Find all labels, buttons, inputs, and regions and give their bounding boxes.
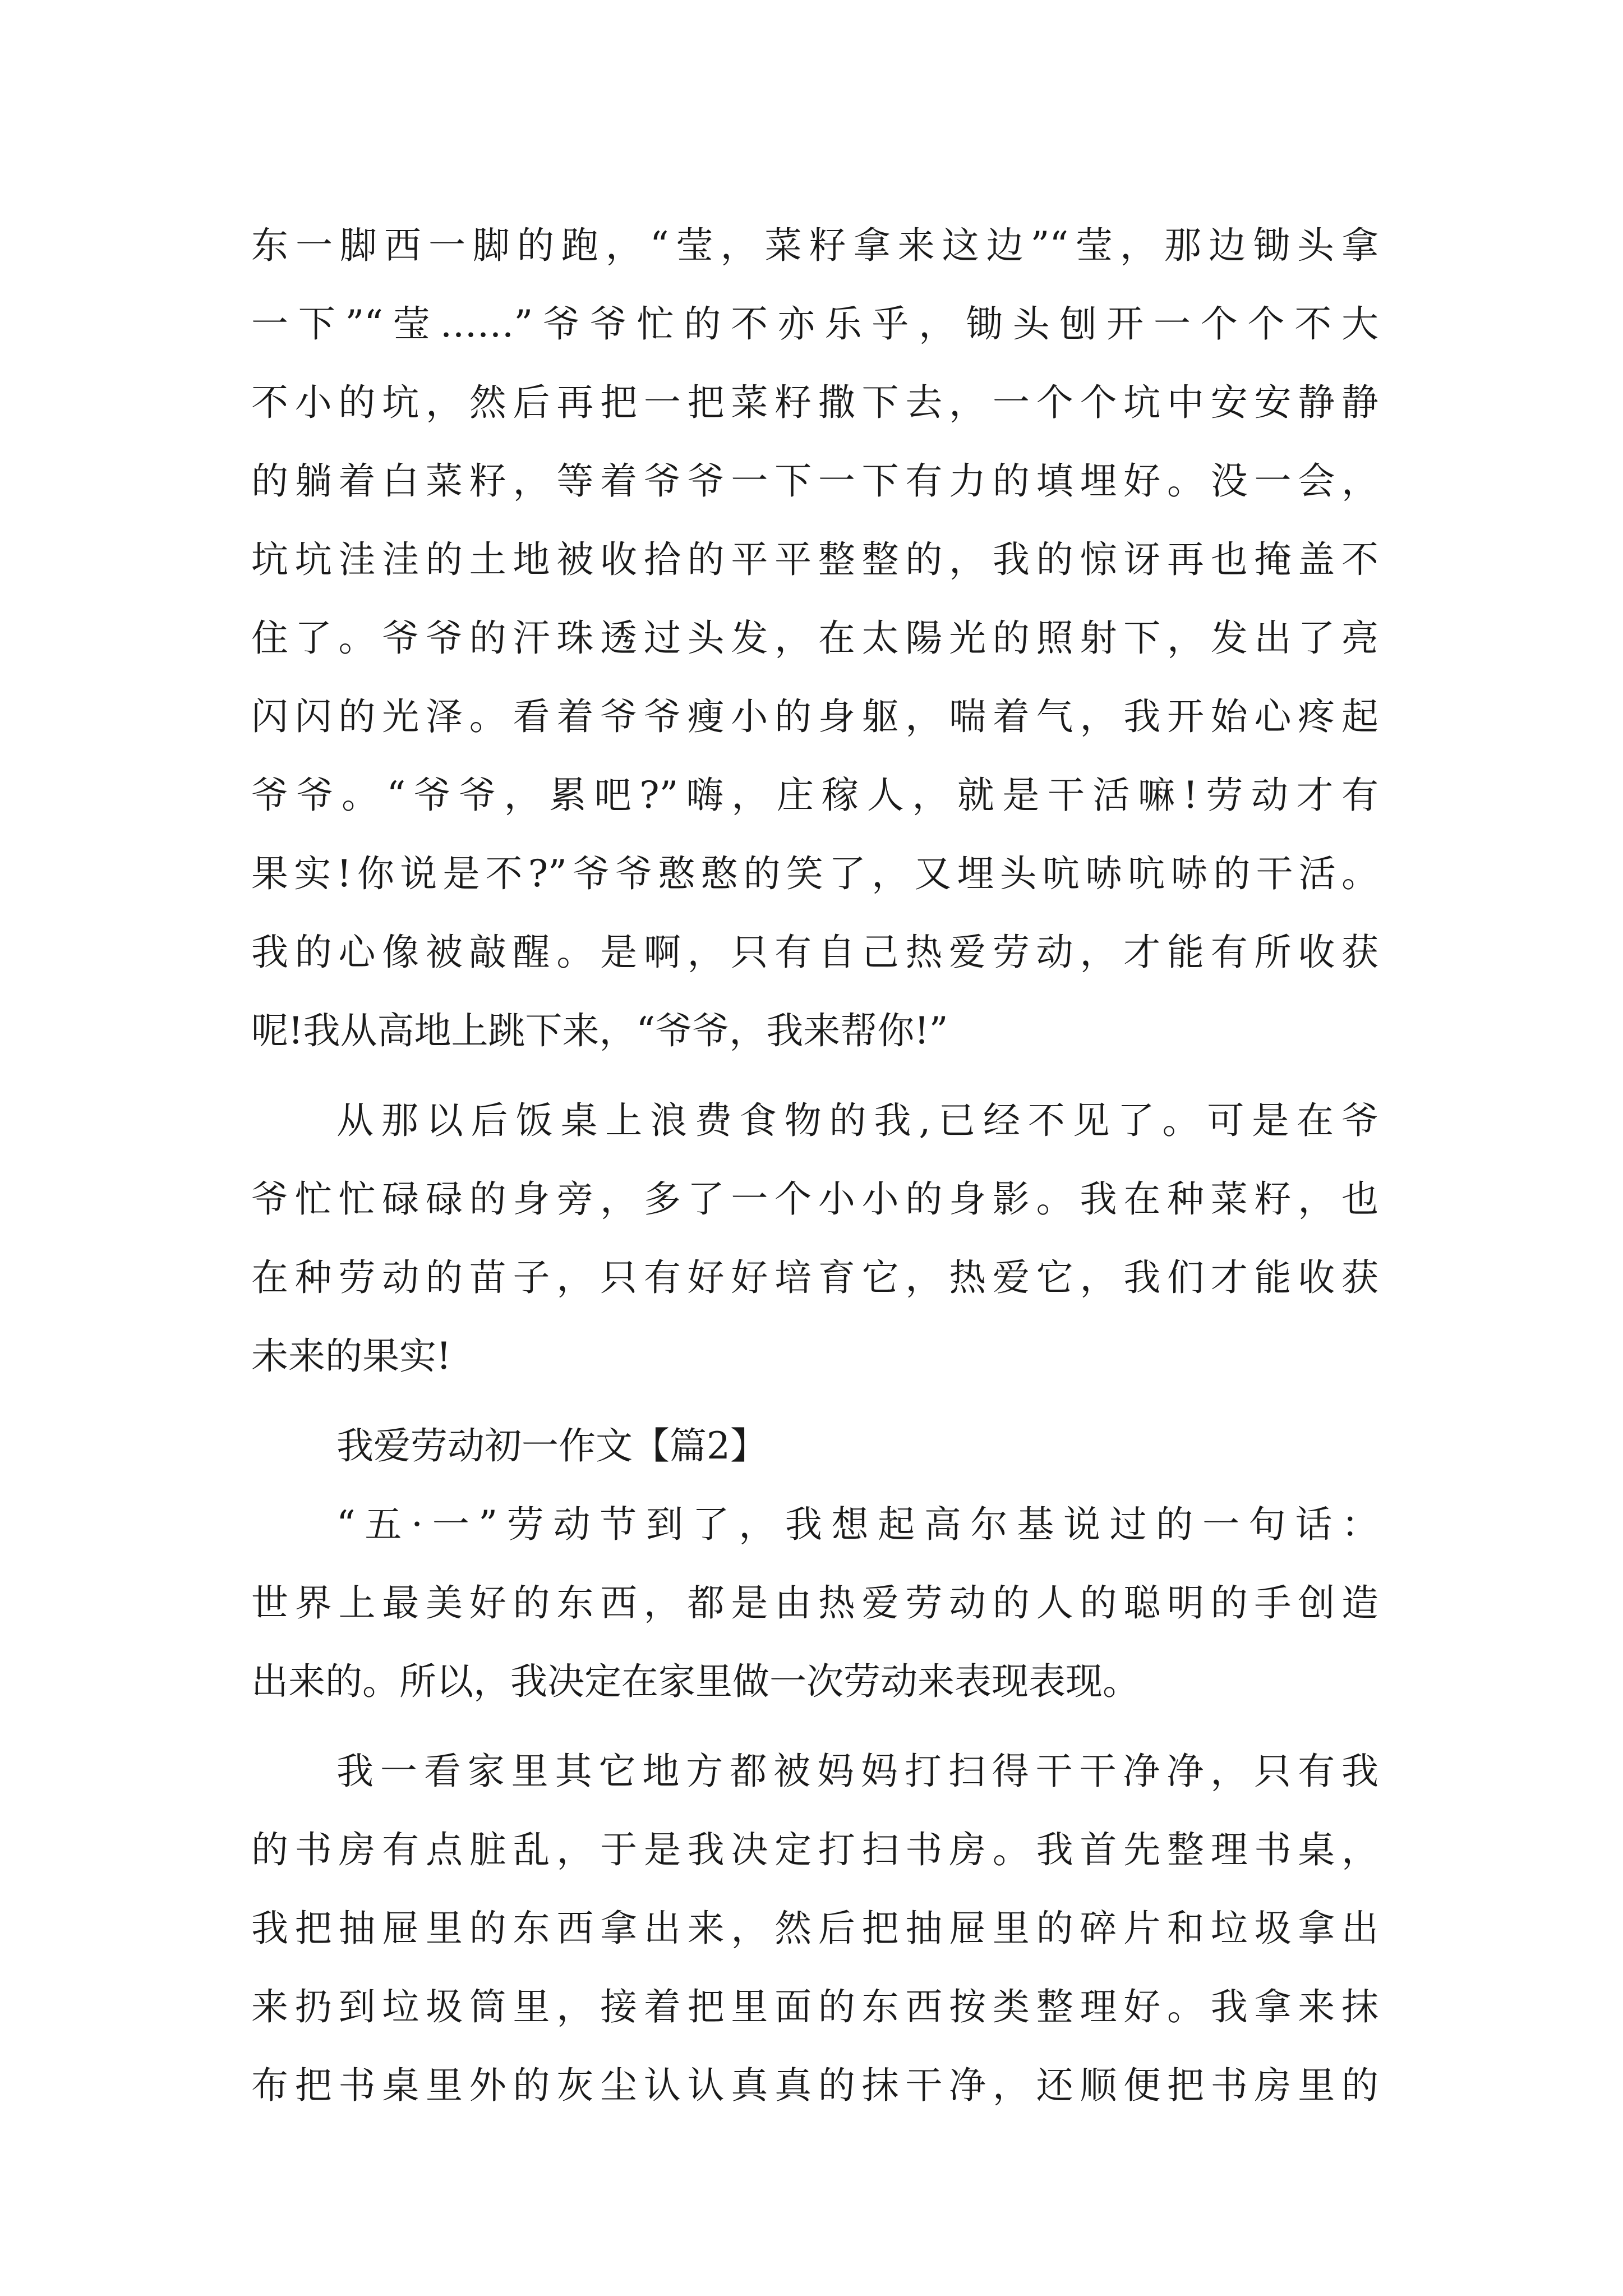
text-line: “五·一”劳动节到了，我想起高尔基说过的一句话： bbox=[336, 1503, 1378, 1546]
paragraph-1 bbox=[251, 206, 1378, 1070]
text-line: 住了。爷爷的汗珠透过头发，在太陽光的照射下，发出了亮 bbox=[251, 616, 1378, 660]
paragraph-2 bbox=[251, 1082, 1378, 1396]
text-line: 未来的果实! bbox=[251, 1335, 451, 1378]
text-line: 果实!你说是不?”爷爷憨憨的笑了，又埋头吭哧吭哧的干活。 bbox=[251, 852, 1378, 895]
section-heading: 我爱劳动初一作文【篇2】 bbox=[336, 1424, 767, 1467]
paragraph-4 bbox=[251, 1732, 1378, 2125]
text-line: 的躺着白菜籽，等着爷爷一下一下有力的填埋好。没一会， bbox=[251, 459, 1378, 503]
text-line: 呢!我从高地上跳下来，“爷爷，我来帮你!” bbox=[251, 1009, 948, 1052]
paragraph-gap bbox=[251, 1721, 1378, 1732]
text-line: 我的心像被敲醒。是啊，只有自己热爱劳动，才能有所收获 bbox=[251, 931, 1378, 974]
text-line: 在种劳动的苗子，只有好好培育它，热爱它，我们才能收获 bbox=[251, 1256, 1378, 1299]
text-line: 一下”“莹……”爷爷忙的不亦乐乎，锄头刨开一个个不大 bbox=[251, 302, 1378, 346]
text-line: 来扔到垃圾筒里，接着把里面的东西按类整理好。我拿来抹 bbox=[251, 1985, 1378, 2028]
text-line: 爷爷。“爷爷，累吧?”嗨，庄稼人，就是干活嘛!劳动才有 bbox=[251, 774, 1378, 817]
text-line: 不小的坑，然后再把一把菜籽撒下去，一个个坑中安安静静 bbox=[251, 381, 1378, 424]
text-line: 出来的。所以，我决定在家里做一次劳动来表现表现。 bbox=[251, 1660, 1140, 1703]
text-line: 我把抽屉里的东西拿出来，然后把抽屉里的碎片和垃圾拿出 bbox=[251, 1907, 1378, 1950]
text-line: 的书房有点脏乱，于是我决定打扫书房。我首先整理书桌， bbox=[251, 1828, 1378, 1871]
text-line: 闪闪的光泽。看着爷爷瘦小的身躯，喘着气，我开始心疼起 bbox=[251, 695, 1378, 738]
text-line: 我一看家里其它地方都被妈妈打扫得干干净净，只有我 bbox=[336, 1750, 1378, 1793]
text-line: 从那以后饭桌上浪费食物的我,已经不见了。可是在爷 bbox=[336, 1099, 1378, 1142]
paragraph-gap bbox=[251, 1396, 1378, 1407]
paragraph-gap bbox=[251, 1070, 1378, 1082]
text-line: 东一脚西一脚的跑，“莹，菜籽拿来这边”“莹，那边锄头拿 bbox=[251, 224, 1378, 267]
text-line: 布把书桌里外的灰尘认认真真的抹干净，还顺便把书房里的 bbox=[251, 2064, 1378, 2107]
document-body bbox=[251, 206, 1378, 2125]
text-line: 坑坑洼洼的土地被收拾的平平整整的，我的惊讶再也掩盖不 bbox=[251, 538, 1378, 581]
text-line: 爷忙忙碌碌的身旁，多了一个小小的身影。我在种菜籽，也 bbox=[251, 1177, 1378, 1221]
text-line: 世界上最美好的东西，都是由热爱劳动的人的聪明的手创造 bbox=[251, 1581, 1378, 1625]
paragraph-3 bbox=[251, 1485, 1378, 1721]
